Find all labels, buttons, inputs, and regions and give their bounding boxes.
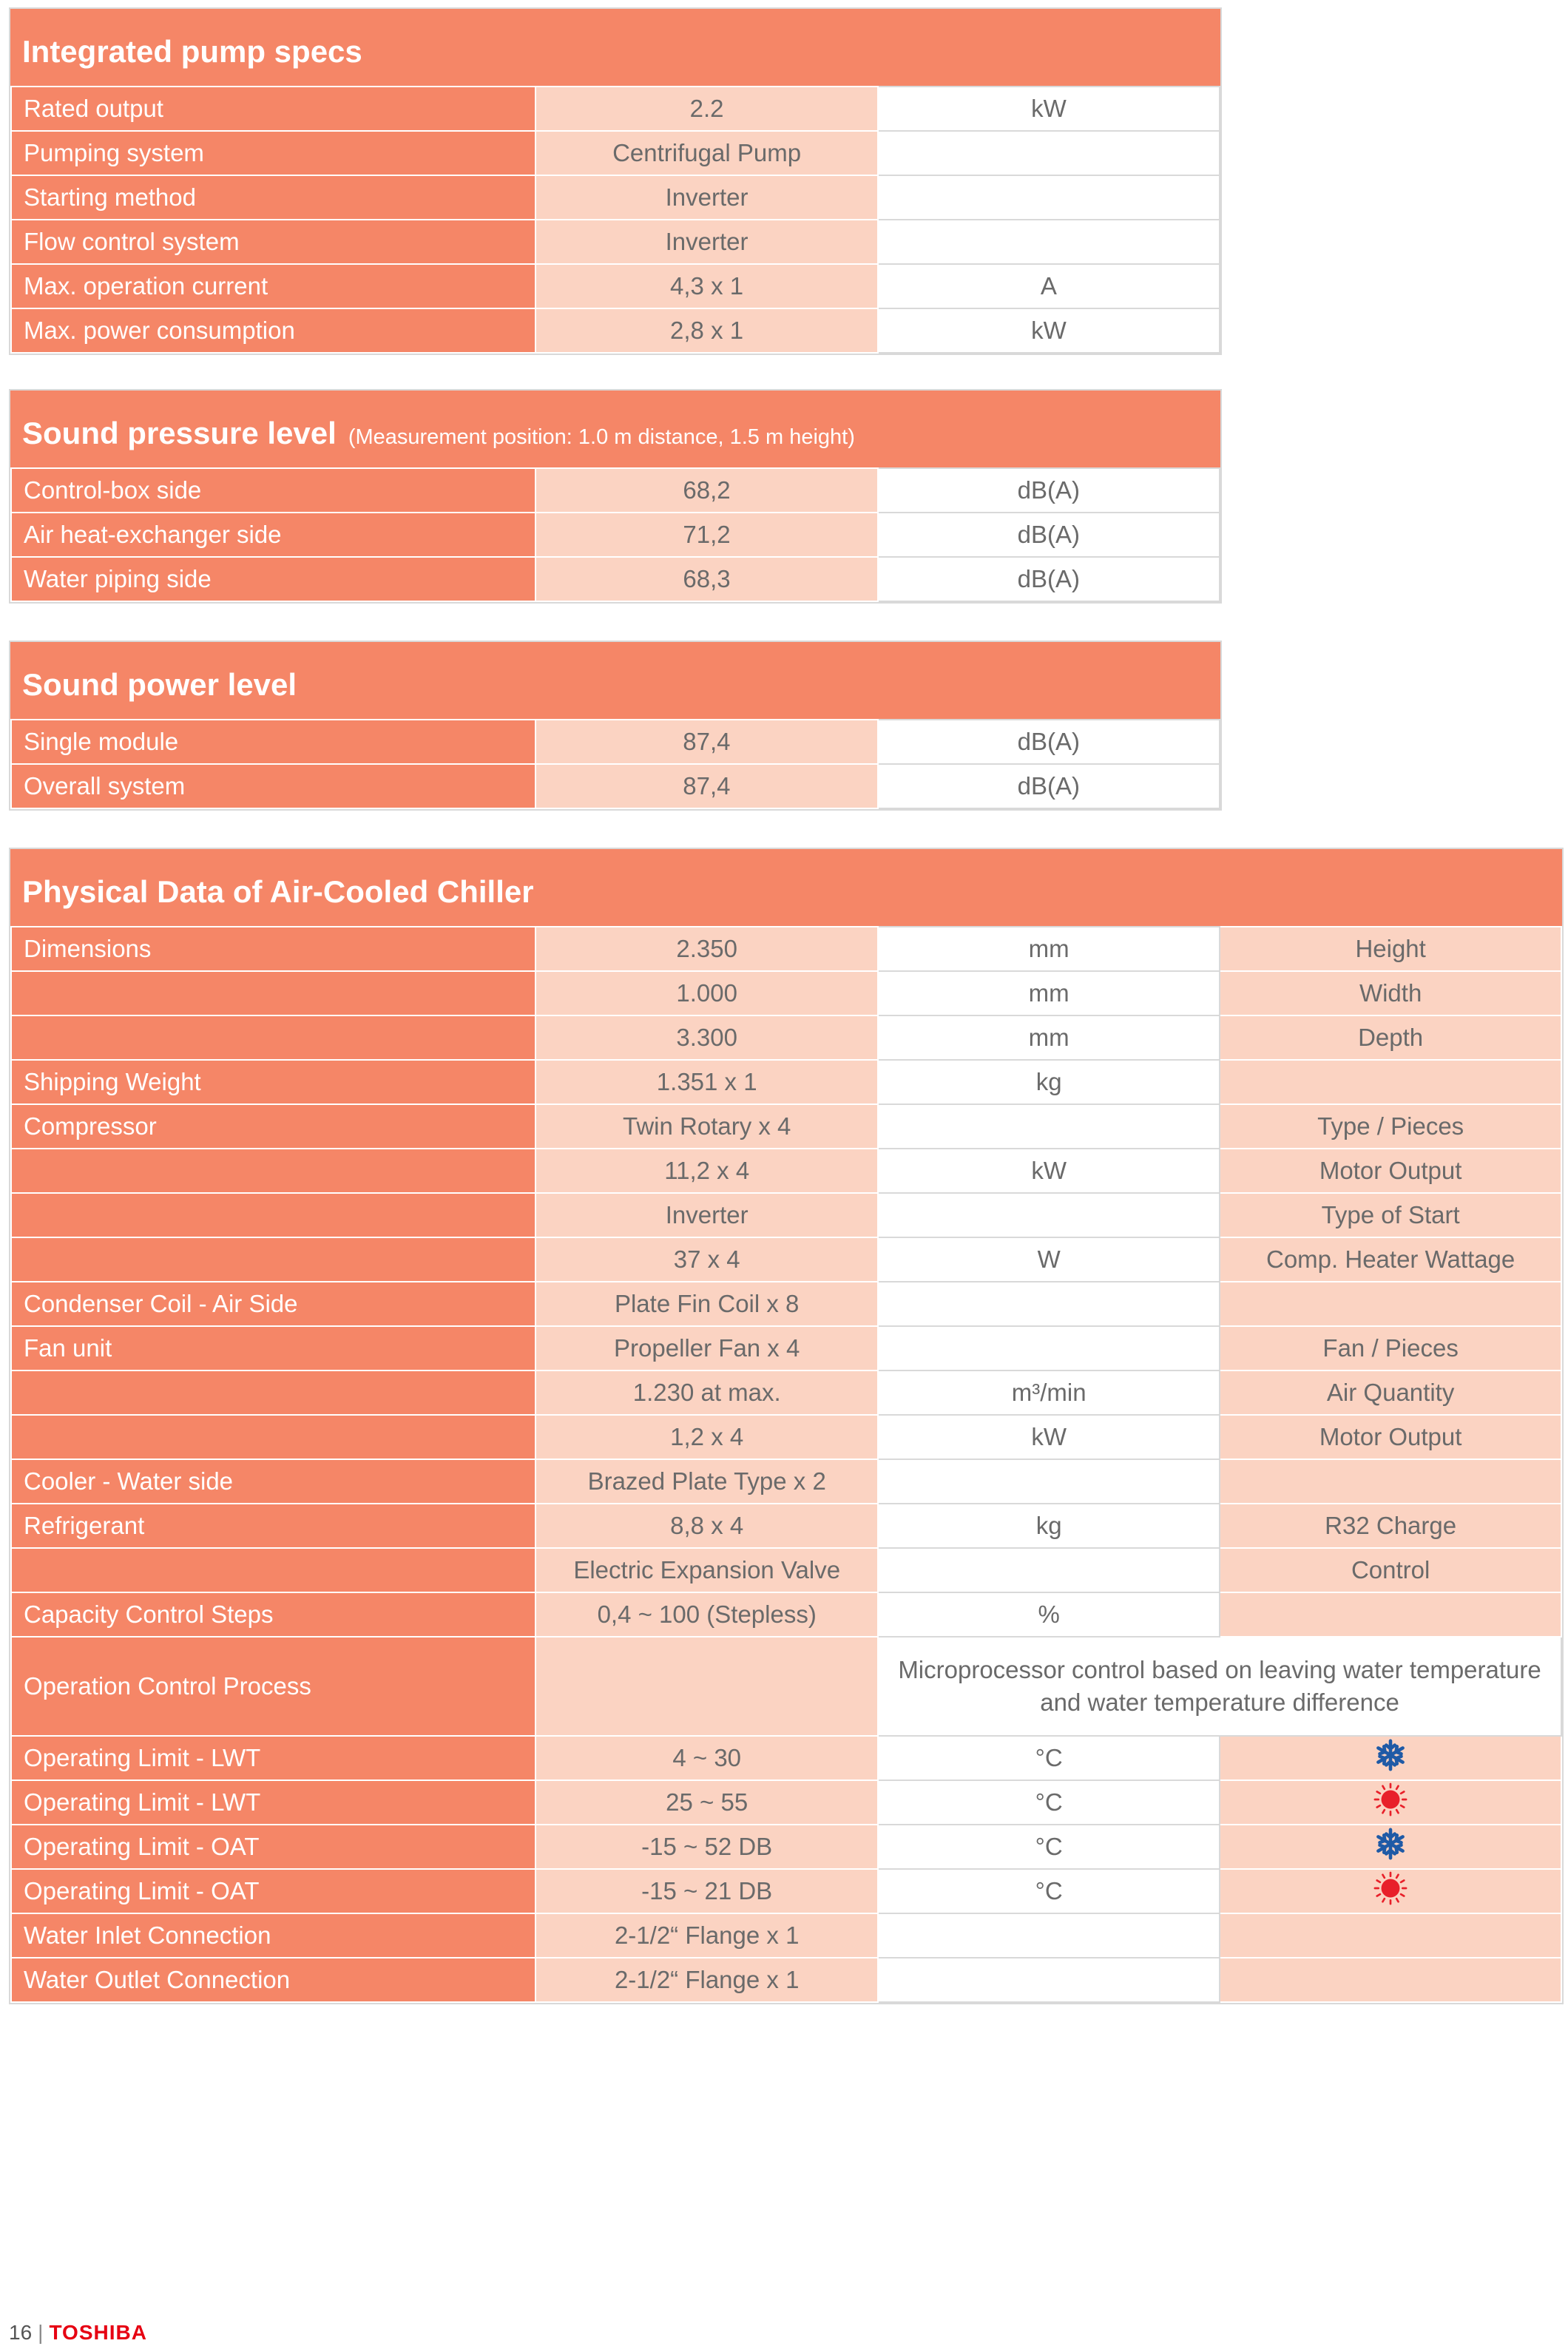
- row-label: [11, 1015, 535, 1060]
- row-unit: kW: [878, 87, 1220, 131]
- row-note: [1220, 1913, 1561, 1958]
- row-unit: [878, 1282, 1220, 1326]
- table-row: [11, 1504, 1561, 1548]
- row-label: [11, 1193, 535, 1237]
- table-row: [11, 927, 1561, 971]
- row-label: [11, 1548, 535, 1592]
- row-unit: mm: [878, 1015, 1220, 1060]
- sun-icon: [1373, 1871, 1408, 1911]
- row-note: [1220, 1780, 1561, 1825]
- pump-specs-table: [10, 86, 1220, 354]
- row-label: [11, 1370, 535, 1415]
- row-value: -15 ~ 21 DB: [535, 1869, 878, 1913]
- row-unit: °C: [878, 1869, 1220, 1913]
- row-unit: [878, 1548, 1220, 1592]
- row-unit: [878, 175, 1220, 220]
- row-value: 0,4 ~ 100 (Stepless): [535, 1592, 878, 1637]
- row-note: [1220, 1060, 1561, 1104]
- row-unit: W: [878, 1237, 1220, 1282]
- row-note: [1220, 1459, 1561, 1504]
- sound-pressure-table: [10, 467, 1220, 602]
- section-title: Integrated pump specs: [22, 34, 362, 69]
- row-label: Operating Limit - LWT: [11, 1780, 535, 1825]
- row-label: Cooler - Water side: [11, 1459, 535, 1504]
- table-row: [11, 1015, 1561, 1060]
- row-label: Operation Control Process: [11, 1637, 535, 1736]
- row-unit: kW: [878, 1149, 1220, 1193]
- table-row: [11, 468, 1220, 513]
- sound-power-section: [9, 641, 1222, 811]
- table-row: [11, 764, 1220, 808]
- row-unit: %: [878, 1592, 1220, 1637]
- sound-pressure-section: [9, 389, 1222, 604]
- section-subtitle: (Measurement position: 1.0 m distance, 1.5 m height): [348, 425, 855, 449]
- table-row: [11, 1548, 1561, 1592]
- row-unit: °C: [878, 1825, 1220, 1869]
- section-title: Sound pressure level: [22, 416, 337, 450]
- row-unit: mm: [878, 971, 1220, 1015]
- row-unit: mm: [878, 927, 1220, 971]
- section-title: Physical Data of Air-Cooled Chiller: [22, 874, 534, 909]
- control-description: Microprocessor control based on leaving water temperature and water temperature difference: [878, 1637, 1561, 1736]
- row-note: Motor Output: [1220, 1415, 1561, 1459]
- row-label: Max. power consumption: [11, 308, 535, 353]
- row-value: 68,3: [535, 557, 877, 601]
- row-unit: dB(A): [878, 513, 1220, 557]
- row-label: Single module: [11, 720, 535, 764]
- row-note: Motor Output: [1220, 1149, 1561, 1193]
- row-value: 2-1/2“ Flange x 1: [535, 1913, 878, 1958]
- row-value: 11,2 x 4: [535, 1149, 878, 1193]
- table-row: [11, 220, 1220, 264]
- row-unit: dB(A): [878, 764, 1220, 808]
- table-row: [11, 131, 1220, 175]
- footer-separator: |: [38, 2321, 44, 2344]
- table-row: [11, 1825, 1561, 1869]
- page-footer: [9, 2321, 147, 2345]
- row-unit: dB(A): [878, 720, 1220, 764]
- page-number: 16: [9, 2321, 33, 2344]
- row-unit: [878, 1326, 1220, 1370]
- row-unit: [878, 1459, 1220, 1504]
- row-label: [11, 1415, 535, 1459]
- row-label: Pumping system: [11, 131, 535, 175]
- row-label: Starting method: [11, 175, 535, 220]
- sound-pressure-header: [10, 391, 1220, 467]
- row-unit: [878, 1193, 1220, 1237]
- row-label: Water piping side: [11, 557, 535, 601]
- row-value: 1.351 x 1: [535, 1060, 878, 1104]
- row-unit: dB(A): [878, 468, 1220, 513]
- row-unit: m³/min: [878, 1370, 1220, 1415]
- row-label: Condenser Coil - Air Side: [11, 1282, 535, 1326]
- table-row: [11, 1913, 1561, 1958]
- sound-power-table: [10, 719, 1220, 809]
- row-value: Inverter: [535, 220, 878, 264]
- row-value: 4,3 x 1: [535, 264, 878, 308]
- table-row: [11, 1282, 1561, 1326]
- row-note: R32 Charge: [1220, 1504, 1561, 1548]
- table-row: [11, 1592, 1561, 1637]
- row-unit: kg: [878, 1060, 1220, 1104]
- physical-data-header: [10, 849, 1562, 926]
- row-label: Compressor: [11, 1104, 535, 1149]
- row-value: 2-1/2“ Flange x 1: [535, 1958, 878, 2002]
- pump-specs-section: [9, 7, 1222, 355]
- row-note: Type of Start: [1220, 1193, 1561, 1237]
- row-unit: [878, 1913, 1220, 1958]
- row-unit: dB(A): [878, 557, 1220, 601]
- row-value: Plate Fin Coil x 8: [535, 1282, 878, 1326]
- row-note: Type / Pieces: [1220, 1104, 1561, 1149]
- row-value: [535, 1637, 878, 1736]
- row-note: Width: [1220, 971, 1561, 1015]
- table-row: [11, 1149, 1561, 1193]
- row-label: Fan unit: [11, 1326, 535, 1370]
- snowflake-icon: [1373, 1827, 1408, 1867]
- table-row: [11, 513, 1220, 557]
- row-value: Centrifugal Pump: [535, 131, 878, 175]
- table-row: [11, 1193, 1561, 1237]
- snowflake-icon: [1373, 1738, 1408, 1778]
- row-unit: kg: [878, 1504, 1220, 1548]
- row-unit: [878, 1104, 1220, 1149]
- row-value: 2,8 x 1: [535, 308, 878, 353]
- row-label: Capacity Control Steps: [11, 1592, 535, 1637]
- table-row: [11, 720, 1220, 764]
- physical-data-section: [9, 848, 1564, 2004]
- row-unit: [878, 1958, 1220, 2002]
- row-label: Refrigerant: [11, 1504, 535, 1548]
- table-row: [11, 1326, 1561, 1370]
- row-note: Fan / Pieces: [1220, 1326, 1561, 1370]
- row-value: 1.230 at max.: [535, 1370, 878, 1415]
- table-row: [11, 557, 1220, 601]
- table-row: [11, 1958, 1561, 2002]
- table-row: [11, 264, 1220, 308]
- row-note: [1220, 1592, 1561, 1637]
- row-value: 8,8 x 4: [535, 1504, 878, 1548]
- table-row: [11, 971, 1561, 1015]
- row-unit: [878, 220, 1220, 264]
- row-label: Max. operation current: [11, 264, 535, 308]
- table-row: [11, 87, 1220, 131]
- row-note: [1220, 1282, 1561, 1326]
- row-label: Control-box side: [11, 468, 535, 513]
- row-note: Comp. Heater Wattage: [1220, 1237, 1561, 1282]
- row-value: Inverter: [535, 175, 878, 220]
- row-value: 1.000: [535, 971, 878, 1015]
- row-value: 2.2: [535, 87, 878, 131]
- row-unit: A: [878, 264, 1220, 308]
- table-row: [11, 1459, 1561, 1504]
- row-label: Operating Limit - OAT: [11, 1869, 535, 1913]
- row-value: 68,2: [535, 468, 877, 513]
- row-value: 1,2 x 4: [535, 1415, 878, 1459]
- table-row: [11, 1780, 1561, 1825]
- row-note: Air Quantity: [1220, 1370, 1561, 1415]
- table-row: [11, 1869, 1561, 1913]
- row-unit: [878, 131, 1220, 175]
- row-label: Flow control system: [11, 220, 535, 264]
- pump-specs-header: [10, 9, 1220, 86]
- row-label: [11, 1237, 535, 1282]
- row-note: [1220, 1869, 1561, 1913]
- row-value: Twin Rotary x 4: [535, 1104, 878, 1149]
- table-row: [11, 1370, 1561, 1415]
- table-row: [11, 1736, 1561, 1780]
- row-value: Inverter: [535, 1193, 878, 1237]
- row-label: [11, 971, 535, 1015]
- row-label: [11, 1149, 535, 1193]
- row-note: Depth: [1220, 1015, 1561, 1060]
- row-label: Water Outlet Connection: [11, 1958, 535, 2002]
- brand-logo: TOSHIBA: [49, 2321, 147, 2344]
- row-label: Dimensions: [11, 927, 535, 971]
- table-row: [11, 1415, 1561, 1459]
- table-row: [11, 175, 1220, 220]
- row-value: Electric Expansion Valve: [535, 1548, 878, 1592]
- row-value: Brazed Plate Type x 2: [535, 1459, 878, 1504]
- row-unit: kW: [878, 1415, 1220, 1459]
- row-value: 25 ~ 55: [535, 1780, 878, 1825]
- row-label: Overall system: [11, 764, 535, 808]
- row-unit: °C: [878, 1736, 1220, 1780]
- row-label: Water Inlet Connection: [11, 1913, 535, 1958]
- table-row: [11, 308, 1220, 353]
- row-value: 4 ~ 30: [535, 1736, 878, 1780]
- row-label: Operating Limit - LWT: [11, 1736, 535, 1780]
- row-label: Operating Limit - OAT: [11, 1825, 535, 1869]
- row-value: -15 ~ 52 DB: [535, 1825, 878, 1869]
- row-note: Height: [1220, 927, 1561, 971]
- sun-icon: [1373, 1782, 1408, 1822]
- row-value: 71,2: [535, 513, 877, 557]
- row-note: [1220, 1736, 1561, 1780]
- row-value: 2.350: [535, 927, 878, 971]
- row-label: Shipping Weight: [11, 1060, 535, 1104]
- row-note: [1220, 1825, 1561, 1869]
- row-unit: °C: [878, 1780, 1220, 1825]
- physical-data-table: [10, 926, 1562, 2003]
- table-row: [11, 1237, 1561, 1282]
- row-label: Rated output: [11, 87, 535, 131]
- table-row: [11, 1104, 1561, 1149]
- row-value: 87,4: [535, 720, 877, 764]
- table-row: [11, 1060, 1561, 1104]
- sound-power-header: [10, 642, 1220, 719]
- row-unit: kW: [878, 308, 1220, 353]
- row-value: 3.300: [535, 1015, 878, 1060]
- row-label: Air heat-exchanger side: [11, 513, 535, 557]
- row-value: Propeller Fan x 4: [535, 1326, 878, 1370]
- row-note: Control: [1220, 1548, 1561, 1592]
- section-title: Sound power level: [22, 667, 297, 702]
- row-value: 37 x 4: [535, 1237, 878, 1282]
- table-row: [11, 1637, 1561, 1736]
- row-value: 87,4: [535, 764, 877, 808]
- row-note: [1220, 1958, 1561, 2002]
